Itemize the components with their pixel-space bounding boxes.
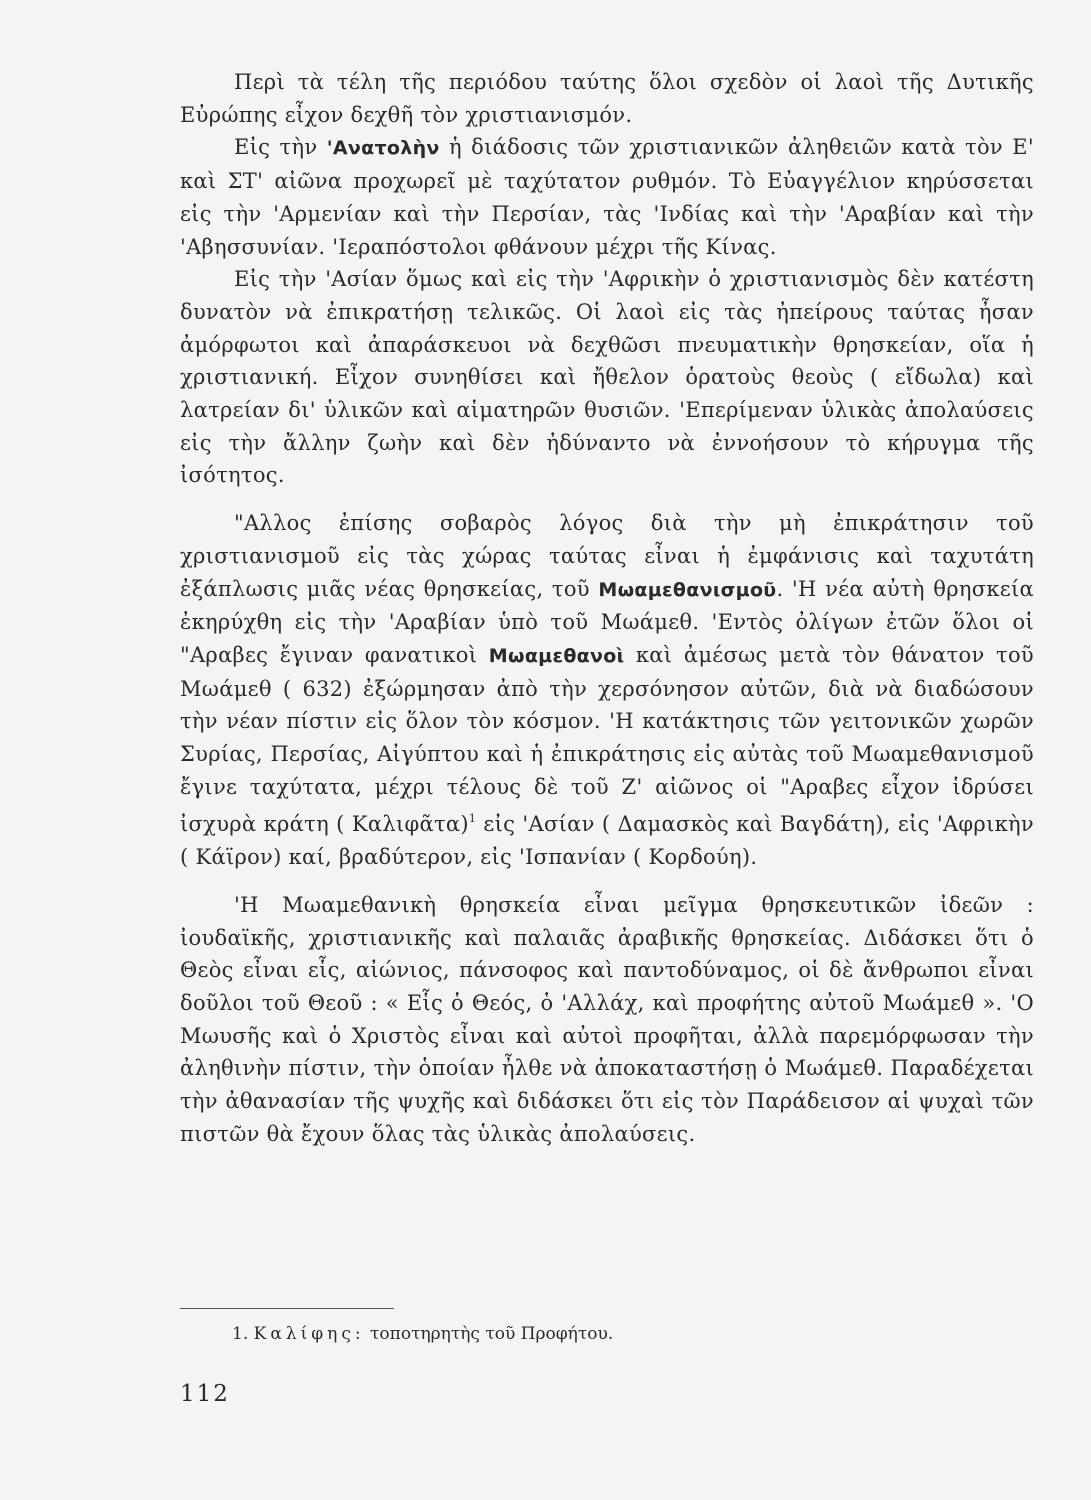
footnote-reference: 1	[468, 812, 477, 826]
bold-term: Μωαμεθανοὶ	[488, 644, 625, 667]
text-run: 'Η Μωαμεθανικὴ θρησκεία εἶναι μεῖγμα θρησκευτικῶν ἰδεῶν : ἰουδαϊκῆς, χριστιανικῆς καὶ παλαιᾶς ἀραβικῆς θρησκείας. Διδάσκει ὅτι ὁ Θεὸς εἶναι εἷς, αἰώνιος, πάνσοφος καὶ παντοδύναμος, οἱ δὲ ἄνθρωποι εἶναι δοῦλοι τοῦ Θεοῦ : « Εἷς ὁ Θεός, ὁ 'Αλλάχ, καὶ προφήτης αὐτοῦ Μωάμεθ ». 'Ο Μωυσῆς καὶ ὁ Χριστὸς εἶναι καὶ αὐτοὶ προφῆται, ἀλλὰ παρεμόρφωσαν τὴν ἀληθινὴν πίστιν, τὴν ὁποίαν ἦλθε νὰ ἀποκαταστήσῃ ὁ Μωάμεθ. Παραδέχεται τὴν ἀθανασίαν τῆς ψυχῆς καὶ διδάσκει ὅτι εἰς τὸν Παράδεισον αἱ ψυχαὶ τῶν πιστῶν θὰ ἔχουν ὅλας τὰς ὑλικὰς ἀπολαύσεις.	[180, 892, 1034, 1146]
text-run: "Αλλος ἐπίσης σοβαρὸς λόγος διὰ τὴν μὴ ἐπικράτησιν τοῦ χριστιανισμοῦ εἰς τὰς χώρας ταύτας εἶναι ἡ ἐμφάνισις καὶ ταχυτάτη ἐξάπλωσις μιᾶς νέας θρησκείας, τοῦ	[180, 511, 1034, 601]
paragraph	[180, 507, 1034, 874]
paragraph	[180, 889, 1034, 1151]
text-run: εἰς 'Ασίαν ( Δαμασκὸς καὶ Βαγδάτη), εἰς 'Αφρικὴν ( Κάϊρον) καί, βραδύτερον, εἰς 'Ισπανίαν ( Κορδούη).	[180, 812, 1034, 870]
text-run: . 'Η νέα αὐτὴ θρησκεία ἐκηρύχθη εἰς τὴν 'Αραβίαν ὑπὸ τοῦ Μωάμεθ. 'Εντὸς ὀλίγων ἐτῶν ὅλοι οἱ "Αραβες ἔγιναν φανατικοὶ	[180, 576, 1034, 667]
text-run: καὶ ἀμέσως μετὰ τὸν θάνατον τοῦ Μωάμεθ ( 632) ἐξώρμησαν ἀπὸ τὴν χερσόνησον αὐτῶν, διὰ νὰ διαδώσουν τὴν νέαν πίστιν εἰς ὅλον τὸν κόσμον. 'Η κατάκτησις τῶν γειτονικῶν χωρῶν Συρίας, Περσίας, Αἰγύπτου καὶ ἡ ἐπικράτησις εἰς αὐτὰς τοῦ Μωαμεθανισμοῦ ἔγινε ταχύτατα, μέχρι τέλους δὲ τοῦ Ζ' αἰῶνος οἱ "Αραβες εἶχον ἱδρύσει ἰσχυρὰ κράτη ( Καλιφᾶτα)	[180, 642, 1034, 837]
footnote	[232, 1322, 613, 1346]
body-text	[180, 66, 1034, 1151]
page-number: 112	[180, 1381, 230, 1407]
bold-term: Μωαμεθανισμοῦ	[598, 578, 777, 601]
text-run: Περὶ τὰ τέλη τῆς περιόδου ταύτης ὅλοι σχεδὸν οἱ λαοὶ τῆς Δυτικῆς Εὐρώπης εἶχον δεχθῆ τὸν χριστιανισμόν.	[180, 70, 1034, 127]
text-run: Εἰς τὴν	[234, 135, 327, 160]
footnote-text: τοποτηρητὴς τοῦ Προφήτου.	[370, 1324, 614, 1344]
footnote-divider	[180, 1308, 394, 1309]
paragraph	[180, 66, 1034, 131]
paragraph	[180, 263, 1034, 492]
text-run: ἡ διάδοσις τῶν χριστιανικῶν ἀληθειῶν κατὰ τὸν Ε' καὶ ΣΤ' αἰῶνα προχωρεῖ μὲ ταχύτατον ρυθμόν. Τὸ Εὐαγγέλιον κηρύσσεται εἰς τὴν 'Αρμενίαν καὶ τὴν Περσίαν, τὰς 'Ινδίας καὶ τὴν 'Αραβίαν καὶ τὴν 'Αβησσυνίαν. 'Ιεραπόστολοι φθάνουν μέχρι τῆς Κίνας.	[180, 135, 1034, 259]
bold-term: 'Ανατολὴν	[326, 137, 440, 160]
footnote-number: 1.	[232, 1324, 249, 1344]
text-run: Εἰς τὴν 'Ασίαν ὅμως καὶ εἰς τὴν 'Αφρικὴν ὁ χριστιανισμὸς δὲν κατέστη δυνατὸν νὰ ἐπικρατήσῃ τελικῶς. Οἱ λαοὶ εἰς τὰς ἠπείρους ταύτας ἦσαν ἀμόρφωτοι καὶ ἀπαράσκευοι νὰ δεχθῶσι πνευματικὴν θρησκείαν, οἵα ἡ χριστιανική. Εἶχον συνηθίσει καὶ ἤθελον ὁρατοὺς θεοὺς ( εἴδωλα) καὶ λατρείαν δι' ὑλικῶν καὶ αἱματηρῶν θυσιῶν. 'Επερίμεναν ὑλικὰς ἀπολαύσεις εἰς τὴν ἄλλην ζωὴν καὶ δὲν ἠδύναντο νὰ ἐννοήσουν τὸ κήρυγμα τῆς ἰσότητος.	[180, 267, 1034, 488]
footnote-term: Καλίφης:	[253, 1324, 365, 1344]
paragraph	[180, 131, 1034, 263]
